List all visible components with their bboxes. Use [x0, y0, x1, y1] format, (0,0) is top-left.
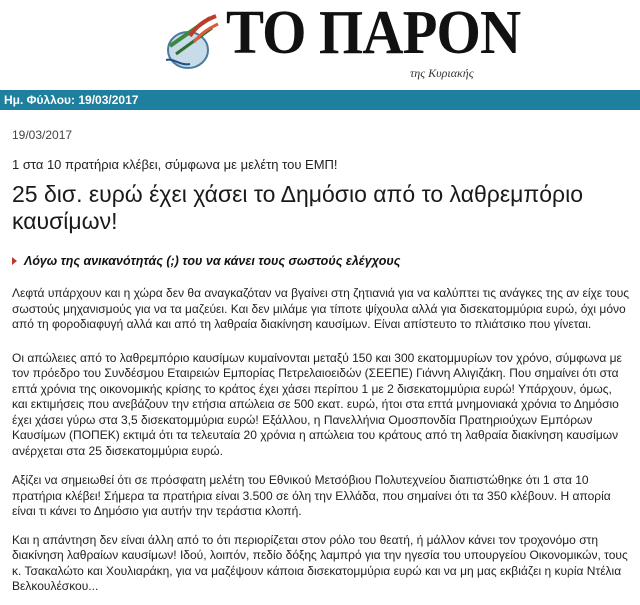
article-kicker: 1 στα 10 πρατήρια κλέβει, σύμφωνα με μελέτη του ΕΜΠ! [12, 157, 338, 172]
logo-emblem-icon [160, 6, 222, 72]
paragraph: Οι απώλειες από το λαθρεμπόριο καυσίμων κυμαίνονται μεταξύ 150 και 300 εκατομμυρίων τον χρόνο, σύμφωνα με τον πρόεδρο του Συνδέσμου Εταιρειών Εμπορίας Πετρελαιοειδών (ΣΕΕΠΕ) Γιάννη Αλιγιζάκη. Που σημαίνει ότι στα επτά χρόνια της οικονομικής κρίσης το κράτος έχει χάσει περίπου 1 με 2 δισεκατομμύρια ευρώ! Υπάρχουν, όμως, και εκτιμήσεις που ανεβάζουν την ετήσια απώλεια σε 500 εκατ. ευρώ, ήτοι στα επτά μνημονιακά χρόνια το Δημόσιο έχει χάσει γύρω στα 3,5 δισεκατομμύρια ευρώ! Εξάλλου, η Πανελλήνια Ομοσπονδία Πρατηριούχων Εμπόρων Καυσίμων (ΠΟΠΕΚ) εκτιμά ότι τα τελευταία 20 χρόνια η απώλεια του κράτους από τη λαθραία διακίνηση καυσίμων ανέρχεται στα 25 δισεκατομμύρια ευρώ. [12, 350, 622, 458]
masthead [0, 0, 640, 88]
bullet-arrow-icon [12, 257, 17, 265]
paragraph: Και η απάντηση δεν είναι άλλη από το ότι περιορίζεται στον ρόλο του θεατή, ή μάλλον κάνει τον τροχονόμο στη διακίνηση λαθραίων καυσίμων! Ιδού, λοιπόν, πεδίο δόξης λαμπρό για την ηγεσία του υπουργείου Οικονομικών, τους κ. Τσακαλώτο και Χουλιαράκη, για να μαζέψουν κάποια δισεκατομμύρια ευρώ και να μη μας εκβιάζει η κυρία Ντέλια Βελκουλέσκου... [12, 532, 628, 593]
paragraph: Λεφτά υπάρχουν και η χώρα δεν θα αναγκαζόταν να βγαίνει στη ζητιανιά για να καλύπτει τις ανάγκες της αν είχε τους σωστούς μηχανισμούς για να τα μαζεύει. Και δεν μιλάμε για τίποτε ψίχουλα αλλά για δισεκατομμύρια ευρώ, όχι μόνο από τη φοροδιαφυγή αλλά και από τη λαθραία διακίνηση καυσίμων. Είναι απίστευτο το πλιάτσικο που γίνεται. [12, 286, 630, 331]
article-subtitle-row [12, 254, 630, 268]
article [12, 120, 630, 595]
newspaper-title: ΤΟ ΠΑΡΟΝ [226, 0, 521, 67]
article-subtitle: Λόγω της ανικανότητάς (;) του να κάνει τους σωστούς ελέγχους [24, 254, 401, 268]
newspaper-subtitle: της Κυριακής [410, 66, 474, 80]
article-date: 19/03/2017 [12, 128, 73, 142]
issue-date-bar: Ημ. Φύλλου: 19/03/2017 [0, 90, 640, 110]
paragraph: Αξίζει να σημειωθεί ότι σε πρόσφατη μελέτη του Εθνικού Μετσόβιου Πολυτεχνείου διαπιστώθηκε ότι 1 στα 10 πρατήρια κλέβει! Σήμερα τα πρατήρια είναι 3.500 σε όλη την Ελλάδα, που σημαίνει ότι τα 350 κλέβουν. Η απορία είναι τι κάνει το Δημόσιο για αυτήν την τεράστια κλοπή. [12, 473, 611, 518]
article-title: 25 δισ. ευρώ έχει χάσει το Δημόσιο από το λαθρεμπόριο καυσίμων! [12, 181, 584, 234]
